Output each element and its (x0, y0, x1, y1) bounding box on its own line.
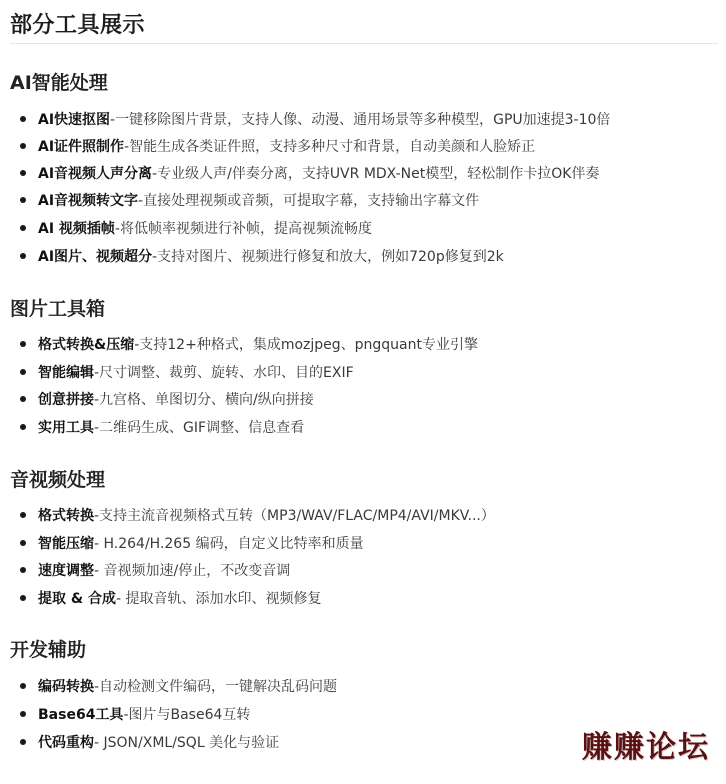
item-name: 提取 & 合成 (38, 591, 116, 607)
list-item (20, 106, 610, 132)
bullet-icon (20, 540, 26, 546)
item-name: AI快速抠图 (38, 112, 111, 128)
item-description: - JSON/XML/SQL 美化与验证 (94, 735, 280, 751)
item-description: -自动检测文件编码，一键解决乱码问题 (94, 679, 338, 695)
list-item (20, 187, 479, 213)
bullet-icon (20, 424, 26, 430)
bullet-icon (20, 739, 26, 745)
list-item (20, 729, 279, 755)
list-item (20, 701, 250, 727)
list-item (20, 160, 599, 186)
title-divider (10, 43, 718, 44)
list-item (20, 331, 478, 357)
list-item (20, 414, 304, 440)
item-description: - 提取音轨、添加水印、视频修复 (115, 591, 322, 607)
item-description: -支持对图片、视频进行修复和放大，例如720p修复到2k (152, 249, 504, 265)
bullet-icon (20, 253, 26, 259)
item-name: AI图片、视频超分 (38, 249, 153, 265)
item-name: 智能压缩 (38, 536, 94, 552)
bullet-icon (20, 567, 26, 573)
bullet-icon (20, 170, 26, 176)
bullet-icon (20, 512, 26, 518)
item-name: 实用工具 (38, 420, 94, 436)
item-name: 格式转换 (38, 508, 94, 524)
list-item (20, 359, 354, 385)
item-description: -九宫格、单图切分、横向/纵向拼接 (94, 392, 314, 408)
list-item (20, 386, 314, 412)
item-description: -直接处理视频或音频，可提取字幕，支持输出字幕文件 (138, 193, 480, 209)
item-name: 创意拼接 (38, 392, 94, 408)
item-name: 格式转换&压缩 (38, 337, 135, 353)
bullet-icon (20, 341, 26, 347)
item-description: - H.264/H.265 编码，自定义比特率和质量 (94, 536, 364, 552)
bullet-icon (20, 711, 26, 717)
item-description: -支持主流音视频格式互转（MP3/WAV/FLAC/MP4/AVI/MKV...） (94, 508, 495, 524)
list-item (20, 215, 372, 241)
section-heading-dev: 开发辅助 (10, 639, 87, 661)
list-item (20, 133, 535, 159)
list-item (20, 673, 337, 699)
list-item (20, 502, 495, 528)
item-description: -尺寸调整、裁剪、旋转、水印、目的EXIF (94, 365, 354, 381)
page-title: 部分工具展示 (10, 13, 146, 38)
item-description: -图片与Base64互转 (123, 707, 251, 723)
item-name: AI音视频人声分离 (38, 166, 153, 182)
bullet-icon (20, 225, 26, 231)
bullet-icon (20, 197, 26, 203)
item-name: 编码转换 (38, 679, 94, 695)
item-name: 速度调整 (38, 563, 94, 579)
bullet-icon (20, 369, 26, 375)
item-description: -将低帧率视频进行补帧，提高视频流畅度 (114, 221, 372, 237)
item-description: -智能生成各类证件照，支持多种尺寸和背景，自动美颜和人脸矫正 (124, 139, 536, 155)
watermark: 赚赚论坛 (582, 730, 710, 765)
bullet-icon (20, 143, 26, 149)
bullet-icon (20, 396, 26, 402)
item-name: AI证件照制作 (38, 139, 125, 155)
section-heading-ai: AI智能处理 (10, 72, 108, 94)
item-name: Base64工具 (38, 707, 124, 723)
item-description: - 音视频加速/停止，不改变音调 (94, 563, 291, 579)
item-description: -二维码生成、GIF调整、信息查看 (94, 420, 305, 436)
bullet-icon (20, 595, 26, 601)
item-description: -支持12+种格式，集成mozjpeg、pngquant专业引擎 (134, 337, 478, 353)
item-description: -专业级人声/伴奏分离，支持UVR MDX-Net模型，轻松制作卡拉OK伴奏 (152, 166, 600, 182)
bullet-icon (20, 116, 26, 122)
item-name: AI音视频转文字 (38, 193, 139, 209)
item-name: 代码重构 (38, 735, 94, 751)
item-name: 智能编辑 (38, 365, 94, 381)
item-name: AI 视频插帧 (38, 221, 115, 237)
section-heading-av: 音视频处理 (10, 469, 106, 491)
item-description: -一键移除图片背景，支持人像、动漫、通用场景等多种模型，GPU加速提3-10倍 (110, 112, 611, 128)
list-item (20, 585, 321, 611)
list-item (20, 243, 504, 269)
section-heading-image-tools: 图片工具箱 (10, 298, 106, 320)
list-item (20, 557, 290, 583)
bullet-icon (20, 683, 26, 689)
list-item (20, 530, 364, 556)
